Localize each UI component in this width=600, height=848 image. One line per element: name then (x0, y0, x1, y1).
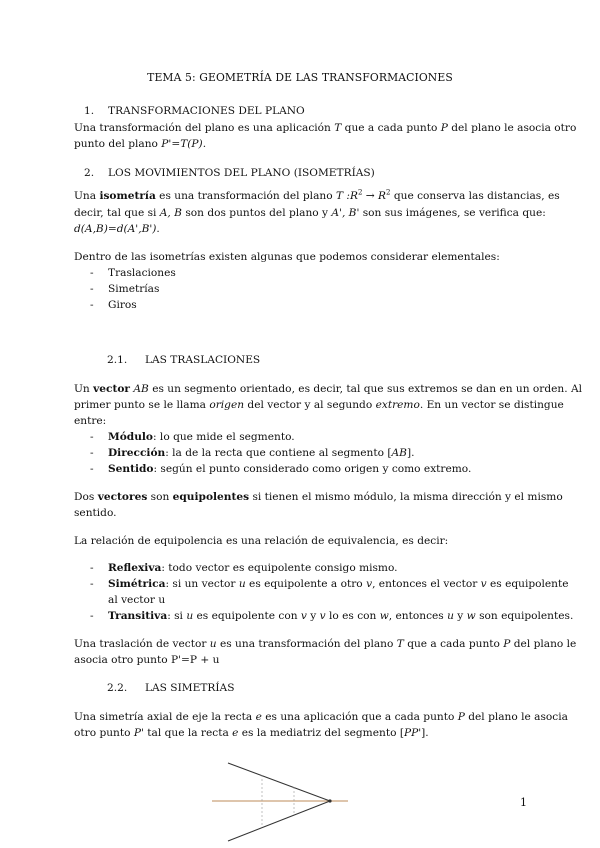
list-item: - Simetrías (90, 283, 160, 295)
section-2-2-heading (107, 680, 526, 696)
list-item: - Sentido: según el punto considerado como origen y como extremo. (90, 463, 472, 475)
symmetry-figure (210, 755, 360, 847)
list-item: - Traslaciones (90, 267, 176, 279)
lower-ray (228, 801, 330, 841)
list-item: - Transitiva: si u es equipolente con v y v lo es con w, entonces u y w son equipolentes. (90, 610, 574, 622)
vertex-point (328, 799, 331, 802)
translation-paragraph-line-1: Una traslación de vector u es una transformación del plano T que a cada punto P del plano le (74, 638, 577, 650)
section-1-heading (84, 103, 526, 119)
section-2-line-1: Una isometría es una transformación del plano T $:R^2 \to R^2$ que conserva las distancias, es (74, 188, 560, 202)
section-2-1-number: 2.1. (107, 354, 128, 366)
section-1-line-2: punto del plano P'=T(P). (74, 138, 207, 150)
page-number: 1 (520, 796, 527, 809)
vector-paragraph-line-1: Un vector AB es un segmento orientado, es decir, tal que sus extremos se dan en un orden. Al (74, 383, 582, 395)
section-2-2-number: 2.2. (107, 682, 128, 694)
upper-ray (228, 763, 330, 801)
vector-paragraph-line-2: primer punto se le llama origen del vector y al segundo extremo. En un vector se distingue (74, 399, 564, 411)
section-2-1-heading (107, 352, 526, 368)
list-item: - Giros (90, 299, 137, 311)
equivalence-paragraph: La relación de equipolencia es una relación de equivalencia, es decir: (74, 535, 449, 547)
section-2-number: 2. (84, 167, 95, 179)
isometries-intro: Dentro de las isometrías existen algunas que podemos considerar elementales: (74, 251, 500, 263)
list-item-continuation: al vector u (108, 594, 166, 606)
symmetry-paragraph-line-2: otro punto P' tal que la recta e es la mediatriz del segmento [PP']. (74, 727, 429, 739)
list-item: - Dirección: la de la recta que contiene al segmento [AB]. (90, 447, 415, 459)
section-1-title: TRANSFORMACIONES DEL PLANO (108, 105, 305, 117)
section-2-line-3: d(A,B)=d(A',B'). (74, 223, 160, 235)
section-1-number: 1. (84, 105, 95, 117)
list-item: - Módulo: lo que mide el segmento. (90, 431, 295, 443)
list-item: - Simétrica: si un vector u es equipolente a otro v, entonces el vector v es equipolente (90, 578, 569, 590)
symmetry-paragraph-line-1: Una simetría axial de eje la recta e es una aplicación que a cada punto P del plano le asocia (74, 711, 568, 723)
section-2-1-title: LAS TRASLACIONES (145, 354, 261, 366)
section-2-title: LOS MOVIMIENTOS DEL PLANO (ISOMETRÍAS) (108, 167, 375, 179)
section-1-line-1: Una transformación del plano es una aplicación T que a cada punto P del plano le asocia otro (74, 122, 577, 134)
equipolent-paragraph-line-2: sentido. (74, 507, 117, 519)
translation-paragraph-line-2: asocia otro punto P'=P + u (74, 654, 220, 666)
section-2-line-2: decir, tal que si A, B son dos puntos del plano y A', B' son sus imágenes, se verifica que: (74, 207, 546, 219)
vector-paragraph-line-3: entre: (74, 415, 107, 427)
list-item: - Reflexiva: todo vector es equipolente consigo mismo. (90, 562, 398, 574)
section-2-2-title: LAS SIMETRÍAS (145, 682, 235, 694)
document-title: TEMA 5: GEOMETRÍA DE LAS TRANSFORMACIONES (147, 71, 453, 84)
section-2-heading (84, 165, 526, 181)
equipolent-paragraph-line-1: Dos vectores son equipolentes si tienen el mismo módulo, la misma dirección y el mismo (74, 491, 563, 503)
